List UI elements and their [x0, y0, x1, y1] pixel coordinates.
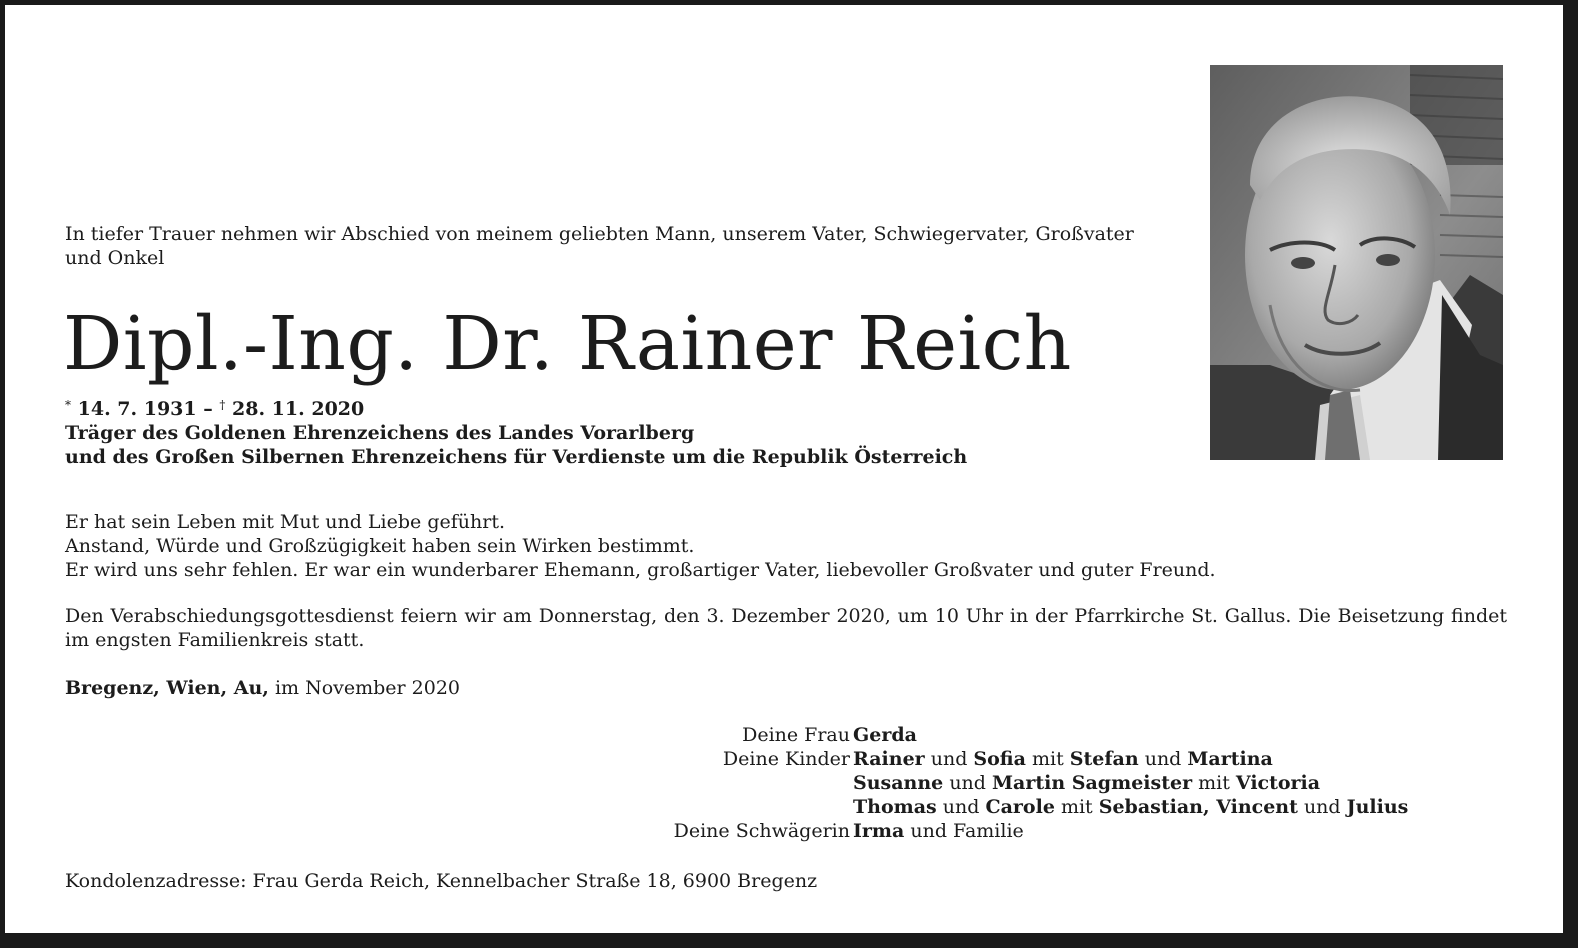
family-label: Deine Schwägerin: [673, 820, 850, 842]
connector-text: mit: [1060, 796, 1093, 818]
family-name: Thomas: [853, 796, 937, 818]
condolence-address: Kondolenzadresse: Frau Gerda Reich, Kennelbacher Straße 18, 6900 Bregenz: [65, 870, 818, 892]
family-name: Julius: [1346, 796, 1409, 818]
notice-date: im November 2020: [274, 677, 461, 699]
date-separator: –: [203, 398, 213, 420]
family-name: Gerda: [853, 724, 917, 746]
tribute-text: [65, 510, 1216, 582]
birth-date: 14. 7. 1931: [77, 398, 197, 420]
family-name: Sebastian, Vincent: [1098, 796, 1298, 818]
portrait-photo: [1210, 65, 1503, 460]
family-name: Sofia: [973, 748, 1026, 770]
life-dates: [65, 397, 364, 421]
connector-text: und: [930, 748, 968, 770]
connector-text: und: [1144, 748, 1182, 770]
family-name: Susanne: [853, 772, 944, 794]
family-row-child2: [5, 771, 1563, 795]
connector-text: und Familie: [910, 820, 1024, 842]
honor-line: Träger des Goldenen Ehrenzeichens des Landes Vorarlberg: [65, 422, 695, 444]
family-name: Irma: [853, 820, 905, 842]
obituary-notice: [5, 5, 1563, 933]
death-symbol: †: [219, 398, 226, 412]
connector-text: und: [942, 796, 980, 818]
family-name: Victoria: [1235, 772, 1321, 794]
family-list: [5, 723, 1563, 843]
family-label: Deine Frau: [742, 724, 850, 746]
family-row-sister-in-law: [5, 819, 1563, 843]
place-date: [65, 676, 460, 700]
family-row-child3: [5, 795, 1563, 819]
service-text: Den Verabschiedungsgottesdienst feiern wir am Donnerstag, den 3. Dezember 2020, um 10 Uhr in der Pfarrkirche St. Gallus. Die Beisetzung findet im engsten Familienkreis statt.: [65, 605, 1507, 651]
family-name: Carole: [985, 796, 1055, 818]
deceased-name: Dipl.-Ing. Dr. Rainer Reich: [63, 301, 1072, 387]
connector-text: mit: [1031, 748, 1064, 770]
family-label: Deine Kinder: [722, 748, 850, 770]
family-name: Stefan: [1069, 748, 1139, 770]
tribute-line: Anstand, Würde und Großzügigkeit haben sein Wirken bestimmt.: [65, 535, 695, 557]
family-name: Martin Sagmeister: [992, 772, 1193, 794]
birth-symbol: *: [65, 398, 71, 412]
death-date: 28. 11. 2020: [232, 398, 365, 420]
tribute-line: Er wird uns sehr fehlen. Er war ein wunderbarer Ehemann, großartiger Vater, liebevoller Großvater und guter Freund.: [65, 559, 1216, 581]
place-names: Bregenz, Wien, Au,: [65, 677, 269, 699]
honor-line: und des Großen Silbernen Ehrenzeichens für Verdienste um die Republik Österreich: [65, 446, 968, 468]
connector-text: und: [1303, 796, 1341, 818]
tribute-line: Er hat sein Leben mit Mut und Liebe geführt.: [65, 511, 505, 533]
family-name: Rainer: [853, 748, 925, 770]
connector-text: mit: [1198, 772, 1230, 794]
family-row-wife: [5, 723, 1563, 747]
family-name: Martina: [1187, 748, 1273, 770]
family-row-children: [5, 747, 1563, 771]
connector-text: und: [949, 772, 986, 794]
intro-text: In tiefer Trauer nehmen wir Abschied von meinem geliebten Mann, unserem Vater, Schwiegervater, Großvater und Onkel: [65, 223, 1134, 269]
